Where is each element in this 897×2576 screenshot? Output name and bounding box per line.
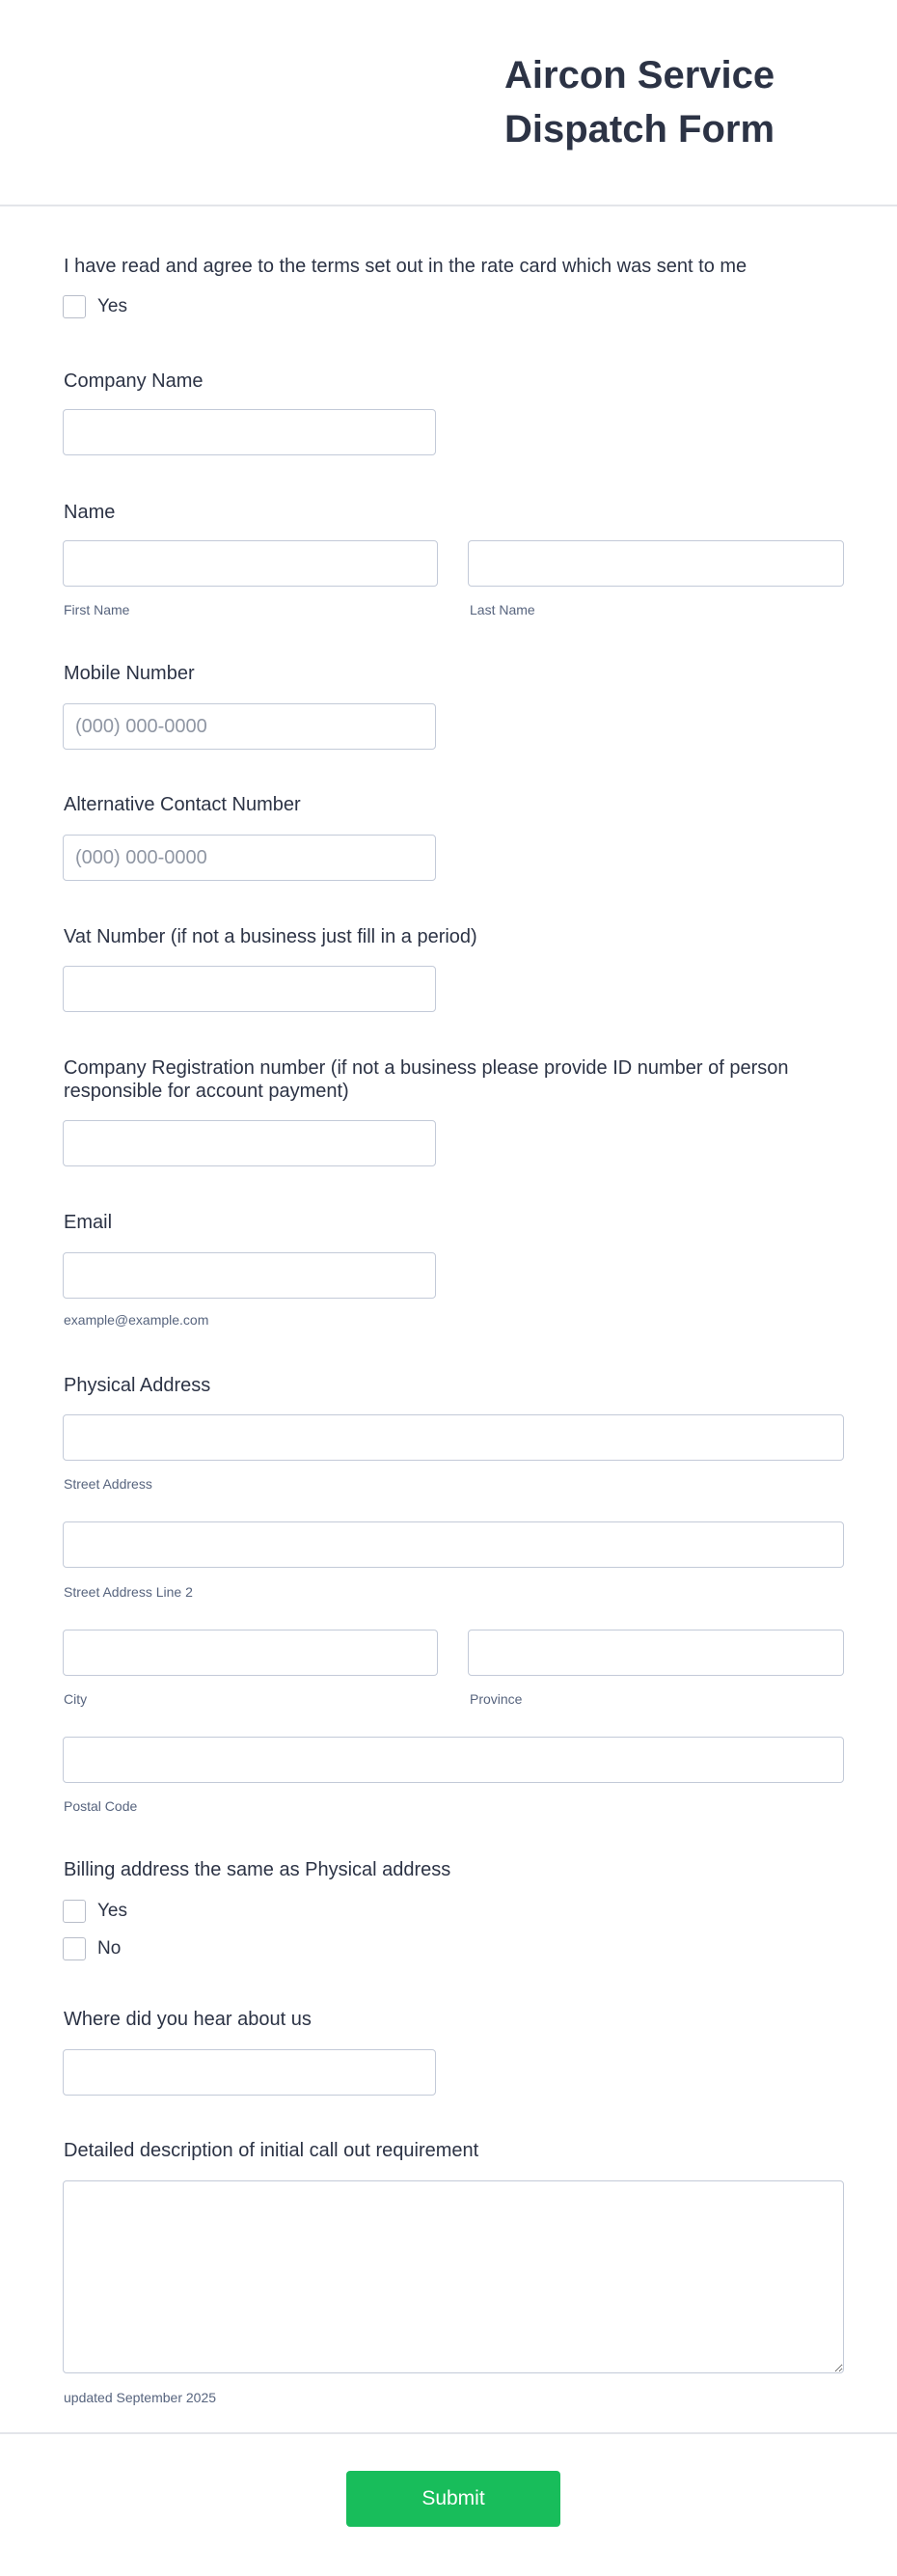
- email-input[interactable]: [63, 1252, 436, 1299]
- vat-label: Vat Number (if not a business just fill in a period): [64, 926, 477, 947]
- terms-label: I have read and agree to the terms set out in the rate card which was sent to me: [64, 256, 748, 277]
- hear-label: Where did you hear about us: [64, 2009, 312, 2030]
- reg-input[interactable]: [63, 1120, 436, 1166]
- province-sublabel: Province: [470, 1691, 523, 1707]
- first-name-input[interactable]: [63, 540, 438, 587]
- last-name-input[interactable]: [468, 540, 844, 587]
- street-input[interactable]: [63, 1414, 844, 1461]
- footer-divider: [0, 2432, 897, 2434]
- province-input[interactable]: [468, 1630, 844, 1676]
- street2-sublabel: Street Address Line 2: [64, 1584, 193, 1600]
- terms-yes-checkbox[interactable]: [63, 295, 86, 318]
- terms-yes-label: Yes: [97, 296, 127, 316]
- billing-label: Billing address the same as Physical address: [64, 1859, 451, 1880]
- billing-no-checkbox[interactable]: [63, 1937, 86, 1960]
- vat-input[interactable]: [63, 966, 436, 1012]
- first-name-sublabel: First Name: [64, 602, 130, 617]
- last-name-sublabel: Last Name: [470, 602, 535, 617]
- city-sublabel: City: [64, 1691, 88, 1707]
- submit-button[interactable]: Submit: [346, 2471, 560, 2527]
- city-input[interactable]: [63, 1630, 438, 1676]
- name-label: Name: [64, 502, 116, 523]
- description-label: Detailed description of initial call out requirement: [64, 2140, 479, 2161]
- email-sublabel: example@example.com: [64, 1312, 209, 1328]
- billing-no-label: No: [97, 1938, 122, 1959]
- company-name-label: Company Name: [64, 370, 204, 392]
- description-note: updated September 2025: [64, 2390, 217, 2405]
- company-name-input[interactable]: [63, 409, 436, 455]
- postal-sublabel: Postal Code: [64, 1798, 138, 1814]
- mobile-label: Mobile Number: [64, 663, 195, 684]
- description-textarea[interactable]: [63, 2180, 844, 2373]
- street-sublabel: Street Address: [64, 1476, 152, 1492]
- billing-yes-label: Yes: [97, 1901, 127, 1921]
- postal-input[interactable]: [63, 1737, 844, 1783]
- street2-input[interactable]: [63, 1521, 844, 1568]
- mobile-input[interactable]: [63, 703, 436, 750]
- email-label: Email: [64, 1212, 113, 1233]
- address-label: Physical Address: [64, 1375, 211, 1396]
- hear-input[interactable]: [63, 2049, 436, 2096]
- alt-contact-label: Alternative Contact Number: [64, 794, 301, 815]
- billing-yes-checkbox[interactable]: [63, 1900, 86, 1923]
- reg-label: Company Registration number (if not a business please provide ID number of person responsible for account payment): [64, 1057, 789, 1102]
- header-divider: [0, 205, 897, 206]
- alt-contact-input[interactable]: [63, 835, 436, 881]
- form-title: Aircon Service Dispatch Form: [504, 54, 775, 151]
